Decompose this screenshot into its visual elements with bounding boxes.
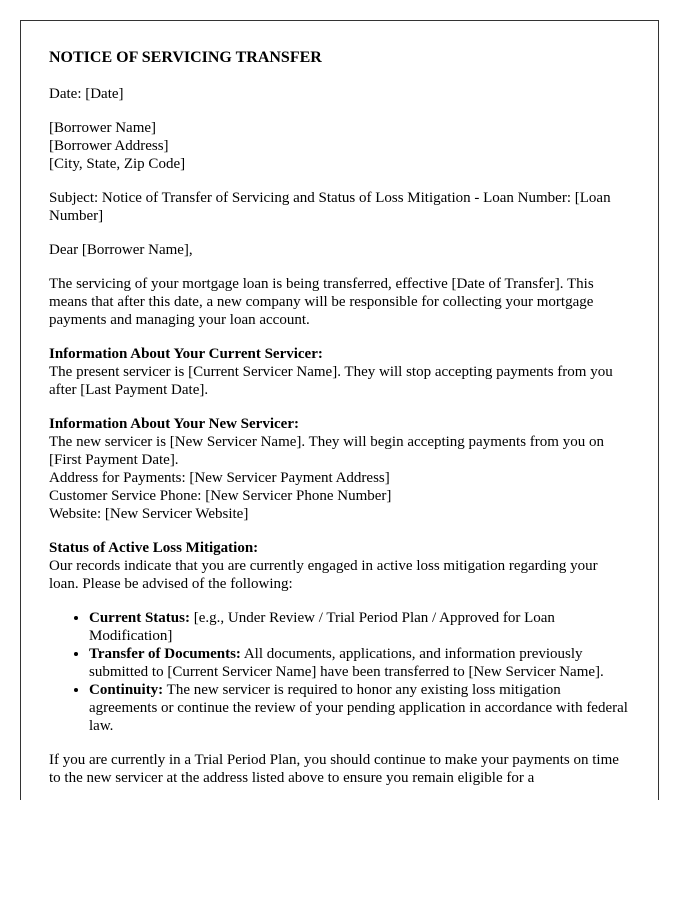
list-item [89, 645, 630, 681]
item-text: The new servicer is required to honor any existing loss mitigation agreements or continue the review of your pending application in accordance with federal law. [89, 682, 628, 734]
new-servicer-text: The new servicer is [New Servicer Name]. They will begin accepting payments from you on [First Payment Date]. [49, 434, 604, 468]
borrower-name: [Borrower Name] [49, 120, 157, 136]
loss-mitigation-heading: Status of Active Loss Mitigation: [49, 540, 259, 556]
borrower-city: [City, State, Zip Code] [49, 156, 186, 172]
service-phone: Customer Service Phone: [New Servicer Phone Number] [49, 488, 392, 504]
list-item [89, 609, 630, 645]
servicer-website: Website: [New Servicer Website] [49, 506, 249, 522]
borrower-street: [Borrower Address] [49, 138, 169, 154]
payment-address: Address for Payments: [New Servicer Payment Address] [49, 470, 390, 486]
item-label: Transfer of Documents: [89, 646, 241, 662]
item-label: Current Status: [89, 610, 190, 626]
list-item [89, 681, 630, 735]
trial-plan-paragraph: If you are currently in a Trial Period Plan, you should continue to make your payments on time to the new servicer at the address listed above to ensure you remain eligible for a [49, 752, 619, 786]
current-servicer-text: The present servicer is [Current Servicer Name]. They will stop accepting payments from you after [Last Payment Date]. [49, 364, 613, 398]
document-page [20, 20, 659, 800]
new-servicer-section [49, 415, 630, 523]
item-text: All documents, applications, and information previously submitted to [Current Servicer Name] have been transferred to [New Servicer Name]. [89, 646, 604, 680]
date-line: Date: [Date] [49, 86, 124, 102]
current-servicer-section [49, 345, 630, 399]
new-servicer-heading: Information About Your New Servicer: [49, 416, 299, 432]
loss-mitigation-text: Our records indicate that you are currently engaged in active loss mitigation regarding your loan. Please be advised of the following: [49, 558, 598, 592]
intro-paragraph: The servicing of your mortgage loan is being transferred, effective [Date of Transfer]. This means that after this date, a new company will be responsible for collecting your mortgage payments and managing your loan account. [49, 276, 594, 328]
borrower-address [49, 119, 630, 173]
document-title: NOTICE OF SERVICING TRANSFER [49, 49, 322, 66]
item-text: [e.g., Under Review / Trial Period Plan / Approved for Loan Modification] [89, 610, 555, 644]
loss-mitigation-section [49, 539, 630, 593]
item-label: Continuity: [89, 682, 164, 698]
loss-mitigation-list [49, 609, 630, 735]
salutation: Dear [Borrower Name], [49, 242, 193, 258]
subject-line: Subject: Notice of Transfer of Servicing and Status of Loss Mitigation - Loan Number: [Loan Number] [49, 190, 611, 224]
current-servicer-heading: Information About Your Current Servicer: [49, 346, 323, 362]
